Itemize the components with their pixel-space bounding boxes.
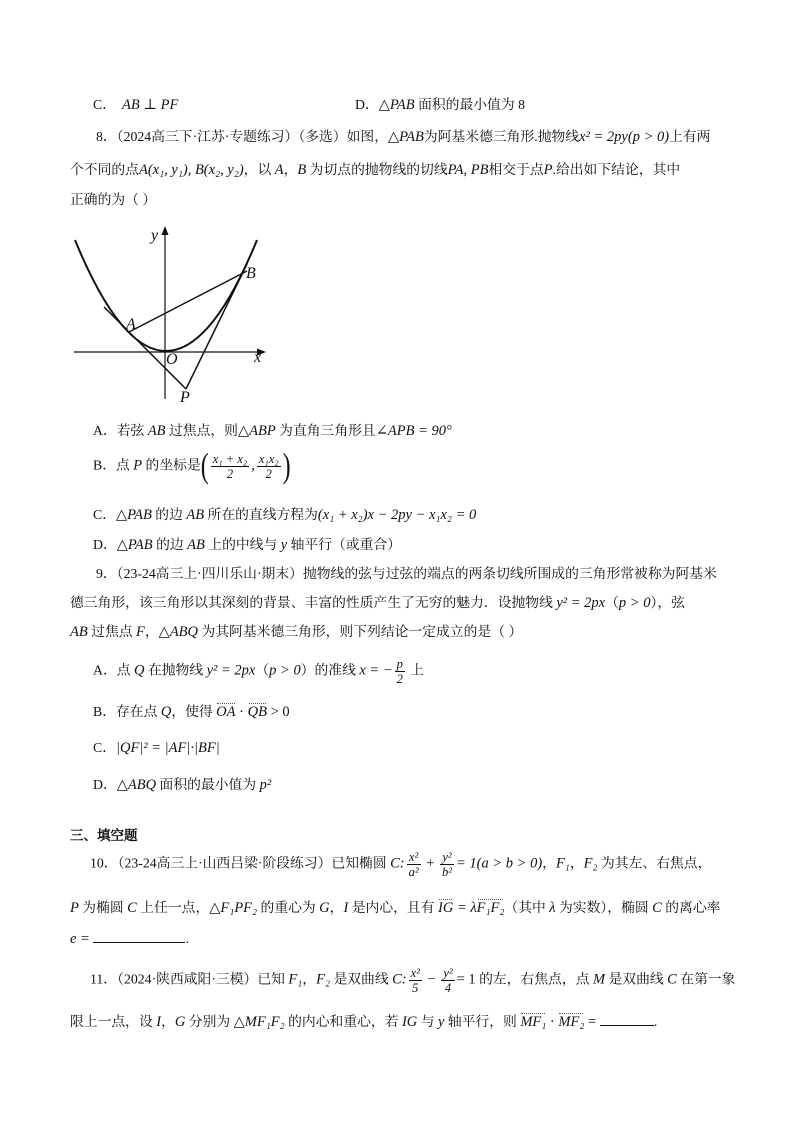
text-run: ， xyxy=(329,900,344,915)
denominator: b² xyxy=(442,865,453,879)
point-a-label: A xyxy=(126,316,136,333)
vector-f1f2: F₁F₂ xyxy=(476,900,505,916)
text-run: （ xyxy=(605,595,619,610)
numerator: x₁ + x₂ xyxy=(212,452,248,466)
numerator: x₁x₂ xyxy=(258,452,279,466)
text-run: . xyxy=(653,1014,658,1029)
math-expression: = λ xyxy=(453,900,477,916)
numerator: x² xyxy=(410,966,420,980)
text-run: 与 xyxy=(417,1014,438,1029)
math-expression: y xyxy=(437,1014,445,1030)
fraction xyxy=(441,966,454,995)
y-axis-label: y xyxy=(151,227,159,244)
text-run: 的边 xyxy=(151,507,187,522)
text-run: 德三角形，该三角形以其深刻的背景、丰富的性质产生了无穷的魅力．设抛物线 xyxy=(70,595,557,610)
answer-blank[interactable] xyxy=(600,1011,654,1026)
text-run: ，以 xyxy=(243,162,275,177)
q9-stem-line-1 xyxy=(96,564,717,584)
text-run: 为阿基米德三角形.抛物线 xyxy=(423,129,580,144)
math-expression: = 1 xyxy=(456,971,476,988)
text-run: ， xyxy=(302,971,317,987)
text-run: 的左，右焦点，点 xyxy=(475,971,593,987)
fraction xyxy=(440,850,454,879)
text-run: ， xyxy=(283,162,298,177)
tangent-line-pb xyxy=(186,264,247,389)
math-expression: P xyxy=(543,162,553,178)
text-run: 分别为 xyxy=(185,1014,234,1029)
math-expression: C: xyxy=(392,971,407,988)
text-run: 个不同的点 xyxy=(70,162,139,177)
q8-option-c xyxy=(93,505,476,525)
option-label: D． xyxy=(355,97,379,112)
math-expression: (x₁ + x₂)x − 2py − x₁x₂ = 0 xyxy=(317,507,477,523)
dot-operator: · xyxy=(235,704,248,720)
math-expression: C xyxy=(667,971,677,988)
text-run: 为实数），椭圆 xyxy=(555,900,653,915)
math-expression: Q xyxy=(134,662,145,679)
fraction xyxy=(409,966,422,995)
q10-line-3 xyxy=(70,928,189,949)
vector-qb: QB xyxy=(247,704,267,720)
text-run: 上任一点， xyxy=(136,900,210,915)
vector-mf2: MF₂ xyxy=(558,1014,585,1030)
math-expression: △ABQ xyxy=(158,624,199,640)
q8-option-d xyxy=(93,535,401,555)
q10-line-2 xyxy=(70,898,720,918)
text-run: 相交于点 xyxy=(488,162,544,177)
text-run: 正确的为（ ） xyxy=(70,192,157,207)
math-expression: A(x₁, y₁), B(x₂, y₂) xyxy=(138,162,244,178)
text-run: ， xyxy=(144,624,159,639)
math-expression: C xyxy=(652,900,662,916)
text-run: B．点 xyxy=(93,457,134,473)
text-run: （ xyxy=(255,662,270,678)
denominator: a² xyxy=(408,865,419,879)
text-run: 的边 xyxy=(152,537,188,552)
text-run: 上 xyxy=(406,662,425,678)
text-run: （其中 xyxy=(504,900,550,915)
text-run: 面积的最小值为 xyxy=(156,777,260,792)
parabola-curve xyxy=(75,240,257,351)
math-expression: M xyxy=(592,971,606,988)
math-expression: C xyxy=(127,900,137,916)
q9-option-d xyxy=(93,775,271,795)
tangent-line-pa xyxy=(104,307,186,389)
text-run: 所在的直线方程为 xyxy=(204,507,318,522)
q10-line-1 xyxy=(90,850,711,879)
math-expression: AB ⊥ PF xyxy=(122,97,179,113)
math-expression: e = xyxy=(70,931,94,947)
math-expression: △PAB xyxy=(116,507,152,523)
text-run: ），弦 xyxy=(650,595,685,610)
math-expression: y xyxy=(280,537,288,553)
math-expression: p > 0 xyxy=(618,595,651,611)
option-label: C． xyxy=(93,97,116,112)
fraction xyxy=(211,452,249,481)
dot-operator: · xyxy=(546,1014,559,1030)
math-expression: λ xyxy=(549,900,556,916)
text-run: 为其左、右焦点， xyxy=(597,855,712,871)
math-expression: △PAB xyxy=(388,129,424,145)
math-expression: > 0 xyxy=(266,704,290,720)
math-expression: p² xyxy=(259,777,272,793)
math-expression: y² = 2px xyxy=(206,662,256,679)
text-run: A．点 xyxy=(93,662,135,678)
math-expression: C: xyxy=(390,855,405,872)
equals-sign: = xyxy=(584,1014,600,1030)
q9-option-b xyxy=(93,702,290,722)
point-b-label: B xyxy=(246,265,256,282)
answer-blank[interactable] xyxy=(93,928,185,943)
text-run: 在第一象 xyxy=(676,971,736,987)
text-run: 10．（23-24高三上·山西吕梁·阶段练习）已知椭圆 xyxy=(90,855,391,871)
math-expression: I xyxy=(343,900,349,916)
text-run: ）的准线 xyxy=(300,662,360,678)
text-run: 为切点的抛物线的切线 xyxy=(306,162,448,177)
origin-label: O xyxy=(166,351,178,368)
math-expression: △ABQ xyxy=(116,777,157,793)
vector-mf1: MF₁ xyxy=(520,1014,547,1030)
math-expression: p > 0 xyxy=(269,662,301,679)
q9-stem-line-2 xyxy=(70,593,685,613)
math-expression: P xyxy=(70,900,79,916)
text-run: 为其阿基米德三角形，则下列结论一定成立的是（ ） xyxy=(198,624,523,639)
text-run: ，使得 xyxy=(171,704,217,719)
numerator: p xyxy=(396,657,403,671)
numerator: y² xyxy=(440,850,454,865)
text-run: 面积的最小值为 8 xyxy=(414,97,525,112)
text-run: D． xyxy=(93,777,117,792)
point-p-label: P xyxy=(180,389,190,406)
text-run: ， xyxy=(569,855,584,871)
text-run: 过焦点，则 xyxy=(165,423,238,438)
parabola-tangent-figure xyxy=(0,0,300,410)
text-run: 限上一点，设 xyxy=(70,1014,157,1029)
q7-option-d xyxy=(355,95,525,115)
math-expression: B xyxy=(297,162,307,178)
math-expression: x = − xyxy=(359,662,393,679)
math-expression: AB xyxy=(187,537,205,553)
x-axis-label: x xyxy=(254,349,262,366)
math-expression: △F₁PF₂ xyxy=(209,900,258,916)
text-run: 是双曲线 xyxy=(605,971,668,987)
denominator: 2 xyxy=(226,467,234,481)
q9-stem-line-3 xyxy=(70,622,522,642)
denominator: 2 xyxy=(265,467,272,481)
math-expression: PA, PB xyxy=(447,162,489,178)
text-run: 轴平行（或重合） xyxy=(287,537,401,552)
math-expression: G xyxy=(174,1014,186,1030)
text-run: B．存在点 xyxy=(93,704,161,719)
right-parenthesis: ) xyxy=(282,447,291,486)
text-run: 的内心和重心，若 xyxy=(284,1014,402,1029)
fraction xyxy=(257,452,281,481)
text-run: 8．（2024高三下·江苏·专题练习）（多选）如图， xyxy=(96,129,389,144)
math-expression: y² = 2px xyxy=(556,595,606,611)
text-run: C． xyxy=(93,740,116,755)
fraction xyxy=(407,850,421,879)
math-expression: Q xyxy=(160,704,172,720)
text-run: C． xyxy=(93,507,116,522)
q11-line-1 xyxy=(90,966,735,995)
math-expression: △MF₁F₂ xyxy=(233,1014,285,1030)
denominator: 4 xyxy=(444,981,452,995)
text-run: 的坐标是 xyxy=(142,457,201,473)
math-expression: △PAB xyxy=(116,537,153,553)
text-run: 的重心为 xyxy=(257,900,320,915)
text-run: 为直角三角形且 xyxy=(275,423,376,438)
math-expression: ∠APB = 90° xyxy=(375,423,452,439)
text-run: 在抛物线 xyxy=(144,662,207,678)
math-expression: G xyxy=(319,900,330,916)
numerator: y² xyxy=(443,966,453,980)
fraction xyxy=(395,657,405,686)
y-axis-arrow xyxy=(162,226,169,235)
math-expression: I xyxy=(156,1014,162,1030)
text-run: 是内心，且有 xyxy=(348,900,438,915)
math-expression: AB xyxy=(186,507,205,523)
math-expression: F xyxy=(136,624,145,640)
text-run: 上的中线与 xyxy=(204,537,281,552)
vector-ig: IG xyxy=(437,900,454,916)
q8-option-a xyxy=(93,421,452,441)
q8-option-b xyxy=(93,447,291,486)
minus-operator: − xyxy=(423,971,440,988)
text-run: 过焦点 xyxy=(87,624,137,639)
math-expression: A xyxy=(274,162,284,178)
left-parenthesis: ( xyxy=(200,447,209,486)
section-title: 三、填空题 xyxy=(70,828,138,844)
plus-operator: + xyxy=(422,855,439,872)
text-run: 的离心率 xyxy=(661,900,721,915)
numerator: x² xyxy=(407,850,421,865)
math-expression: |QF|² = |AF|·|BF| xyxy=(116,740,220,756)
comma: , xyxy=(251,457,255,474)
math-expression: F₂ xyxy=(583,855,598,872)
denominator: 2 xyxy=(396,672,403,686)
text-run: A．若弦 xyxy=(93,423,148,438)
text-run: 11．（2024·陕西咸阳·三模）已知 xyxy=(90,971,289,987)
math-expression: F₁ xyxy=(288,971,303,988)
text-run: 为椭圆 xyxy=(78,900,128,915)
denominator: 5 xyxy=(412,981,419,995)
text-run: D． xyxy=(93,537,117,552)
text-run: 上有两 xyxy=(669,129,711,144)
text-run: 9．（23-24高三上·四川乐山·期末）抛物线的弦与过弦的端点的两条切线所围成的三角形常被称为阿基米 xyxy=(96,566,717,581)
text-run: . xyxy=(185,931,189,946)
math-expression: = 1(a > b > 0) xyxy=(456,855,543,872)
text-run: .给出如下结论，其中 xyxy=(552,162,681,177)
math-expression: △ABP xyxy=(237,423,276,439)
vector-oa: OA xyxy=(216,704,236,720)
text-run: ， xyxy=(542,855,556,871)
math-expression: AB xyxy=(70,624,88,640)
math-expression: F₁ xyxy=(555,855,570,872)
math-expression: F₂ xyxy=(316,971,330,988)
text-run: 是双曲线 xyxy=(330,971,393,987)
q9-option-c xyxy=(93,738,220,758)
math-expression: △PAB xyxy=(378,97,415,113)
math-expression: IG xyxy=(401,1014,418,1030)
math-expression: P xyxy=(133,457,143,474)
math-expression: x² = 2py(p > 0) xyxy=(579,129,670,145)
text-run: ， xyxy=(161,1014,175,1029)
math-expression: AB xyxy=(147,423,166,439)
q9-option-a xyxy=(93,657,424,686)
text-run: 轴平行，则 xyxy=(444,1014,521,1029)
q11-line-2 xyxy=(70,1011,657,1032)
